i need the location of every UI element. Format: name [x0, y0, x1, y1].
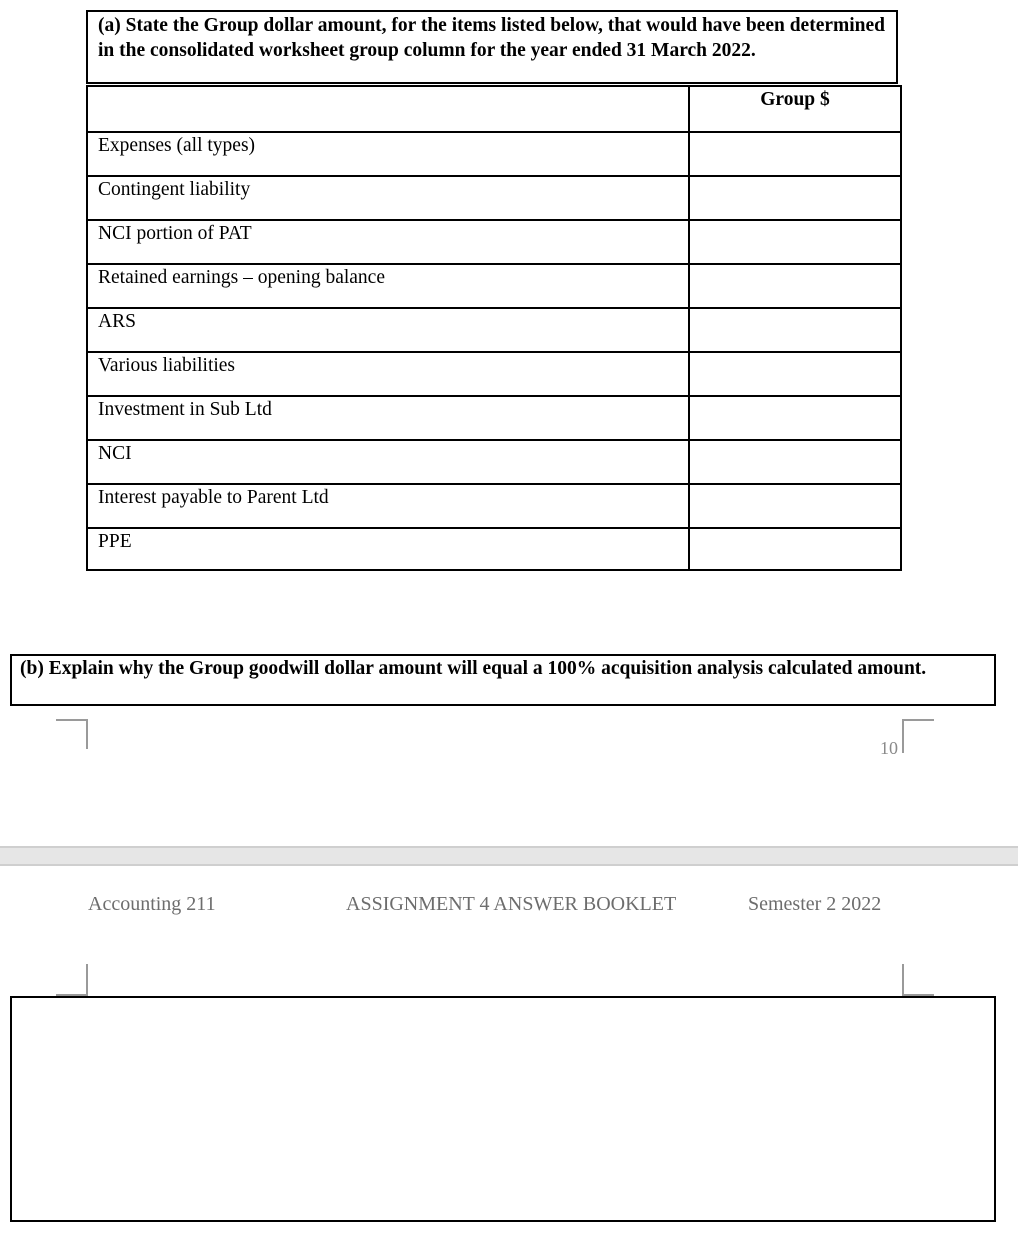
page-number: 10	[880, 738, 898, 758]
group-amount-cell[interactable]	[689, 264, 901, 308]
page-break-gap	[0, 846, 1018, 866]
page-corner-mark-bottom-left	[56, 964, 88, 996]
table-row	[87, 264, 901, 308]
item-label: NCI portion of PAT	[87, 220, 689, 264]
item-label: Expenses (all types)	[87, 132, 689, 176]
group-amount-cell[interactable]	[689, 440, 901, 484]
group-amount-cell[interactable]	[689, 220, 901, 264]
footer-course: Accounting 211	[88, 893, 216, 915]
item-label: Various liabilities	[87, 352, 689, 396]
group-amount-cell[interactable]	[689, 352, 901, 396]
group-amount-cell[interactable]	[689, 308, 901, 352]
group-dollar-header: Group $	[689, 86, 901, 132]
table-row	[87, 132, 901, 176]
table-row	[87, 440, 901, 484]
header-blank-cell	[87, 86, 689, 132]
item-label: Retained earnings – opening balance	[87, 264, 689, 308]
group-amount-cell[interactable]	[689, 132, 901, 176]
table-row	[87, 308, 901, 352]
group-amount-cell[interactable]	[689, 396, 901, 440]
table-row	[87, 396, 901, 440]
table-row	[87, 352, 901, 396]
footer-semester: Semester 2 2022	[748, 893, 882, 915]
question-b-prompt: (b) Explain why the Group goodwill dollar amount will equal a 100% acquisition analysis calculated amount.	[10, 654, 996, 706]
item-label: Contingent liability	[87, 176, 689, 220]
item-label: PPE	[87, 528, 689, 570]
group-amount-cell[interactable]	[689, 484, 901, 528]
table-row	[87, 528, 901, 570]
answer-b-box[interactable]	[10, 996, 996, 1222]
page-corner-mark-top-right	[902, 719, 934, 753]
item-label: Investment in Sub Ltd	[87, 396, 689, 440]
page-corner-mark-top-left	[56, 719, 88, 749]
footer-title: ASSIGNMENT 4 ANSWER BOOKLET	[346, 893, 677, 915]
table-header-row	[87, 86, 901, 132]
item-label: NCI	[87, 440, 689, 484]
group-amount-cell[interactable]	[689, 176, 901, 220]
page-corner-mark-bottom-right	[902, 964, 934, 996]
table-row	[87, 220, 901, 264]
table-row	[87, 484, 901, 528]
question-a-prompt: (a) State the Group dollar amount, for the items listed below, that would have been determined in the consolidated worksheet group column for the year ended 31 March 2022.	[86, 10, 898, 84]
table-row	[87, 176, 901, 220]
group-amount-cell[interactable]	[689, 528, 901, 570]
item-label: ARS	[87, 308, 689, 352]
group-amounts-table	[86, 85, 902, 571]
item-label: Interest payable to Parent Ltd	[87, 484, 689, 528]
